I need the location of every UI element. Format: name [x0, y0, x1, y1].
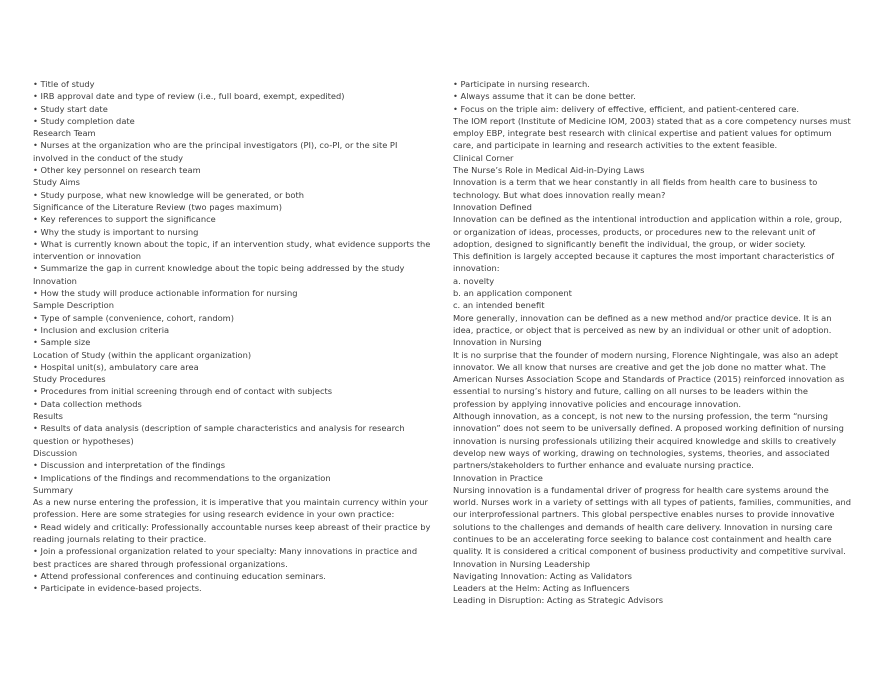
text-line: • Attend professional conferences and continuing education seminars.	[33, 570, 326, 581]
text-line: • Study completion date	[33, 115, 135, 126]
text-line: • Type of sample (convenience, cohort, random)	[33, 312, 235, 323]
text-line: Innovation can be defined as the intentional introduction and application within a role, group, or organization of ideas, processes, products, or procedures new to the relevant unit of adoption, designed to significantly benefit the individual, the group, or wider society.	[453, 214, 843, 249]
text-line: • Focus on the triple aim: delivery of effective, efficient, and patient-centered care.	[453, 103, 799, 114]
text-line: • Why the study is important to nursing	[33, 226, 199, 237]
text-line: • Join a professional organization related to your specialty: Many innovations in practice and best practices are shared through professional organizations.	[33, 546, 418, 569]
text-line: It is no surprise that the founder of modern nursing, Florence Nightingale, was also an adept innovator. We all know that nurses are creative and get the job done no matter what. The American Nurses Association Scope and Standards of Practice (2015) reinforced innovation as essential to nursing’s history and future, calling on all nurses to be leaders within the profession by applying innovative policies and encourage innovation.	[453, 349, 845, 409]
text-line: More generally, innovation can be defined as a new method and/or practice device. It is an idea, practice, or object that is perceived as new by an individual or other unit of adoption.	[453, 312, 832, 335]
text-line: As a new nurse entering the profession, it is imperative that you maintain currency within your profession. Here are some strategies for using research evidence in your own practice:	[33, 497, 428, 520]
text-line: c. an intended benefit	[453, 300, 545, 311]
text-line: • How the study will produce actionable information for nursing	[33, 288, 298, 299]
text-line: Although innovation, as a concept, is not new to the nursing profession, the term “nursing innovation” does not seem to be universally defined. A proposed working definition of nursing innovation is nursing professionals utilizing their acquired knowledge and skills to creatively develop new ways of working, drawing on technologies, systems, theories, and associated partners/stakeholders to further enhance and evaluate nursing practice.	[453, 411, 844, 471]
text-line: • Data collection methods	[33, 398, 142, 409]
text-line: Results	[33, 411, 63, 422]
text-line: Navigating Innovation: Acting as Validators	[453, 570, 632, 581]
text-line: Nursing innovation is a fundamental driver of progress for health care systems around the world. Nurses work in a variety of settings with all types of patients, families, communities, and our interprofessional partners. This global perspective enables nurses to provide innovative solutions to the challenges and demands of health care delivery. Innovation in nursing care continues to be an accelerating force seeking to balance cost containment and health care quality. It is considered a critical component of business productivity and competitive survival.	[453, 484, 852, 557]
text-line: • Summarize the gap in current knowledge about the topic being addressed by the study	[33, 263, 405, 274]
text-line: Innovation	[33, 275, 77, 286]
text-line: • Participate in nursing research.	[453, 79, 590, 89]
text-line: Location of Study (within the applicant organization)	[33, 349, 252, 360]
text-line: Leading in Disruption: Acting as Strategic Advisors	[453, 595, 664, 606]
text-line: Innovation in Nursing Leadership	[453, 558, 591, 569]
text-line: • Participate in evidence-based projects.	[33, 583, 202, 594]
text-line: Innovation in Nursing	[453, 337, 542, 348]
text-line: This definition is largely accepted because it captures the most important characteristics of innovation:	[453, 251, 835, 274]
text-line: Innovation Defined	[453, 201, 532, 212]
text-line: • Always assume that it can be done better.	[453, 91, 636, 102]
left-column	[33, 78, 433, 594]
text-line: Leaders at the Helm: Acting as Influencers	[453, 583, 630, 594]
text-line: Summary	[33, 484, 74, 495]
text-line: • Other key personnel on research team	[33, 165, 201, 176]
text-line: • Read widely and critically: Professionally accountable nurses keep abreast of their practice by reading journals relating to their practice.	[33, 521, 431, 544]
text-line: • Procedures from initial screening through end of contact with subjects	[33, 386, 333, 397]
text-line: Significance of the Literature Review (two pages maximum)	[33, 201, 282, 212]
text-line: Study Procedures	[33, 374, 106, 385]
text-line: • Results of data analysis (description of sample characteristics and analysis for research question or hypotheses)	[33, 423, 405, 446]
text-line: • Nurses at the organization who are the principal investigators (PI), co-PI, or the site PI involved in the conduct of the study	[33, 140, 398, 163]
text-line: Discussion	[33, 447, 78, 458]
text-line: • Study start date	[33, 103, 108, 114]
text-line: • Discussion and interpretation of the findings	[33, 460, 226, 471]
text-line: • IRB approval date and type of review (i.e., full board, exempt, expedited)	[33, 91, 345, 102]
text-line: b. an application component	[453, 288, 572, 299]
text-line: • Hospital unit(s), ambulatory care area	[33, 361, 199, 372]
text-line: Innovation in Practice	[453, 472, 543, 483]
text-line: Sample Description	[33, 300, 114, 311]
text-line: a. novelty	[453, 275, 495, 286]
text-line: • Inclusion and exclusion criteria	[33, 324, 170, 335]
text-line: Research Team	[33, 128, 96, 139]
text-line: The Nurse’s Role in Medical Aid-in-Dying Laws	[453, 165, 645, 176]
text-line: • Key references to support the significance	[33, 214, 216, 225]
text-line: Clinical Corner	[453, 152, 514, 163]
text-line: • Study purpose, what new knowledge will be generated, or both	[33, 189, 304, 200]
text-line: Study Aims	[33, 177, 80, 188]
text-line: • Title of study	[33, 79, 95, 89]
text-line: • What is currently known about the topic, if an intervention study, what evidence supports the intervention or innovation	[33, 238, 431, 262]
text-line: • Sample size	[33, 337, 91, 348]
text-line: Innovation is a term that we hear constantly in all fields from health care to business to technology. But what does innovation really mean?	[453, 177, 818, 200]
right-column	[453, 78, 853, 607]
text-line: The IOM report (Institute of Medicine IOM, 2003) stated that as a core competency nurses must employ EBP, integrate best research with clinical expertise and patient values for optimum care, and participate in learning and research activities to the extent feasible.	[453, 115, 851, 151]
text-line: • Implications of the findings and recommendations to the organization	[33, 472, 331, 483]
